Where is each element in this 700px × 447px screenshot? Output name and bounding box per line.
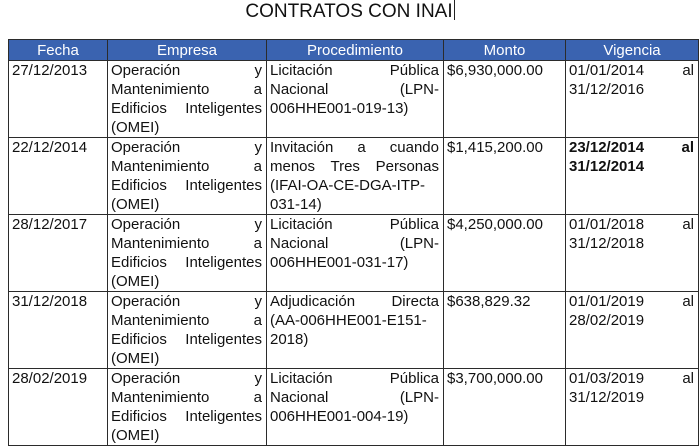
table-row [9, 292, 699, 369]
table-row [9, 215, 699, 292]
cell-vigencia: 01/03/2019 al 31/12/2019 [566, 369, 699, 446]
header-fecha: Fecha [9, 40, 108, 61]
cell-procedimiento: Licitación Pública Nacional (LPN-006HHE001-031-17) [267, 215, 444, 292]
cell-vigencia: 01/01/2014 al 31/12/2016 [566, 61, 699, 138]
cell-vigencia: 23/12/2014 al 31/12/2014 [566, 138, 699, 215]
cell-vigencia: 01/01/2019 al 28/02/2019 [566, 292, 699, 369]
cell-procedimiento: Adjudicación Directa (AA-006HHE001-E151-2018) [267, 292, 444, 369]
cell-fecha: 31/12/2018 [9, 292, 108, 369]
table-header [9, 40, 699, 61]
header-procedimiento: Procedimiento [267, 40, 444, 61]
cell-procedimiento: Licitación Pública Nacional (LPN-006HHE001-004-19) [267, 369, 444, 446]
cell-fecha: 27/12/2013 [9, 61, 108, 138]
cell-empresa: Operación y Mantenimiento a Edificios Inteligentes (OMEI) [108, 292, 267, 369]
table-row [9, 138, 699, 215]
cell-monto: $4,250,000.00 [444, 215, 566, 292]
cell-empresa: Operación y Mantenimiento a Edificios Inteligentes (OMEI) [108, 138, 267, 215]
cell-fecha: 22/12/2014 [9, 138, 108, 215]
cell-monto: $3,700,000.00 [444, 369, 566, 446]
table-body [9, 61, 699, 446]
text-cursor [454, 0, 455, 20]
cell-procedimiento: Licitación Pública Nacional (LPN-006HHE001-019-13) [267, 61, 444, 138]
table-row [9, 61, 699, 138]
cell-empresa: Operación y Mantenimiento a Edificios Inteligentes (OMEI) [108, 369, 267, 446]
contracts-table [8, 39, 699, 446]
cell-vigencia: 01/01/2018 al 31/12/2018 [566, 215, 699, 292]
header-row [9, 40, 699, 61]
page-title-text: CONTRATOS CON INAI [245, 1, 453, 22]
header-vigencia: Vigencia [566, 40, 699, 61]
cell-procedimiento: Invitación a cuando menos Tres Personas (IFAI-OA-CE-DGA-ITP-031-14) [267, 138, 444, 215]
cell-monto: $6,930,000.00 [444, 61, 566, 138]
cell-empresa: Operación y Mantenimiento a Edificios Inteligentes (OMEI) [108, 61, 267, 138]
cell-fecha: 28/12/2017 [9, 215, 108, 292]
cell-monto: $1,415,200.00 [444, 138, 566, 215]
cell-monto: $638,829.32 [444, 292, 566, 369]
page-title [0, 0, 700, 34]
cell-empresa: Operación y Mantenimiento a Edificios Inteligentes (OMEI) [108, 215, 267, 292]
header-monto: Monto [444, 40, 566, 61]
table-row [9, 369, 699, 446]
cell-fecha: 28/02/2019 [9, 369, 108, 446]
header-empresa: Empresa [108, 40, 267, 61]
